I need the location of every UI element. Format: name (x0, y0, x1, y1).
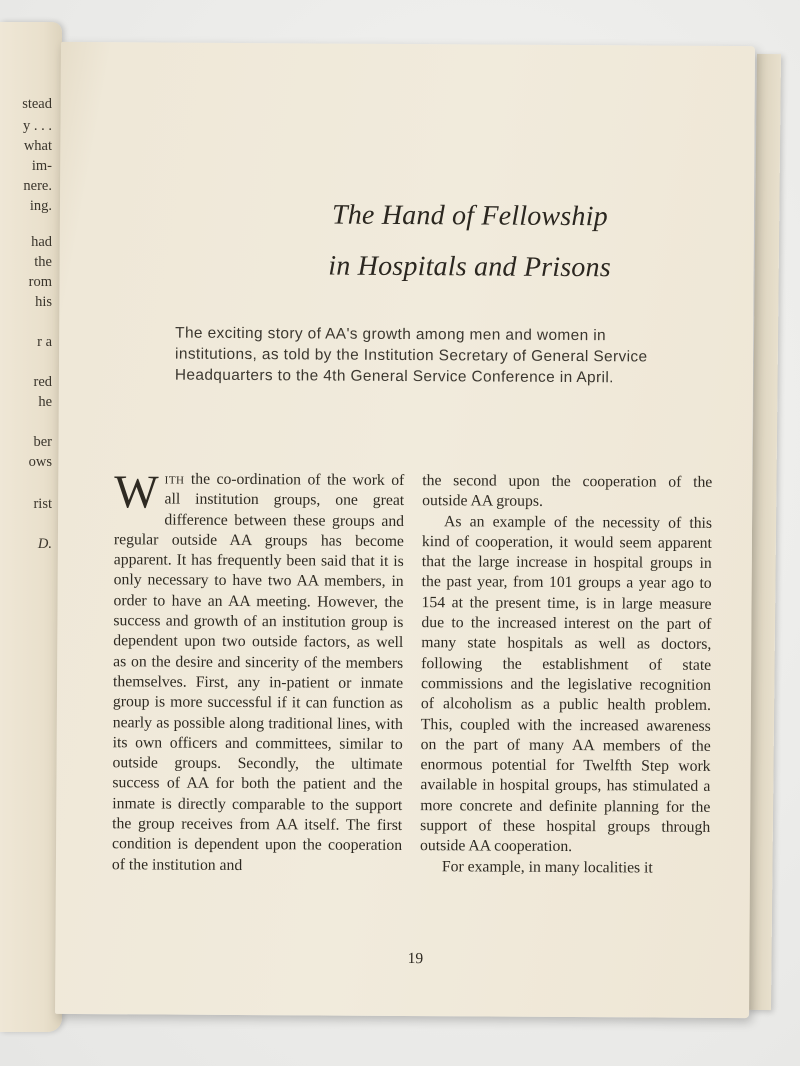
left-page-line: y . . . (23, 118, 52, 134)
left-page-line: the (34, 254, 52, 270)
left-page-line: he (38, 394, 52, 410)
left-page-line: his (35, 294, 52, 310)
left-page-line: rist (33, 496, 52, 512)
left-page-line: im- (31, 158, 52, 174)
page-number: 19 (407, 950, 424, 968)
text-column-right (420, 471, 712, 879)
article-title-line-2: in Hospitals and Prisons (328, 250, 611, 284)
left-page-line: nere. (23, 178, 52, 194)
left-page-line: red (33, 374, 52, 390)
left-page-line: ber (33, 434, 52, 450)
paragraph: As an example of the necessity of this kind of cooperation, it would seem apparent that the large increase in hospital groups in the past year, from 101 groups a year ago to 154 at the present time, is in large measure due to the increased interest on the part of many state hospitals as well as doctors, following the establishment of state commissions and the legislative recognition of alcoholism as a public health problem. This, coupled with the increased awareness on the part of many AA members of the enormous potential for Twelfth Step work available in hospital groups, has stimulated a more concrete and definite planning for the support of these hospital groups through outside AA cooperation. (420, 512, 713, 856)
paragraph-body: the co-ordination of the work of all institution groups, one great difference between these groups and regular outside AA groups has become apparent. It has frequently been said that it is only necessary to have two AA members, in order to have an AA meeting. However, the success and growth of an institution group is dependent upon two outside factors, as well as on the desire and sincerity of the members themselves. First, any in-patient or inmate group is more successful if it can function as nearly as possible along traditional lines, with its own officers and committees, similar to outside groups. Secondly, the ultimate success of AA for both the patient and the inmate is directly comparable to the support the group receives from AA itself. The first condition is dependent upon the cooperation of the institution and (111, 470, 405, 874)
left-page-line: ows (28, 454, 52, 470)
left-page-line: rom (28, 274, 52, 290)
left-page-line: what (23, 138, 52, 154)
left-page-line: stead (22, 96, 52, 112)
left-page-line: ing. (29, 198, 52, 214)
paragraph: For example, in many localities it (441, 857, 653, 877)
lead-in: ith (164, 470, 185, 488)
left-page-line: r a (37, 334, 52, 350)
paragraph (111, 466, 405, 877)
left-page-line: had (31, 234, 52, 250)
text-column-left (111, 466, 405, 877)
drop-cap: W (114, 466, 159, 519)
previous-page-edge (0, 22, 62, 1032)
article-intro: The exciting story of AA's growth among men and women in institutions, as told by the Institution Secretary of General Service Headquarters to the 4th General Service Conference in April. (174, 324, 648, 387)
left-page-line: D. (37, 536, 52, 552)
paragraph: the second upon the cooperation of the outside AA groups. (422, 472, 713, 511)
book-page (55, 42, 755, 1018)
article-title-line-1: The Hand of Fellowship (331, 199, 608, 233)
